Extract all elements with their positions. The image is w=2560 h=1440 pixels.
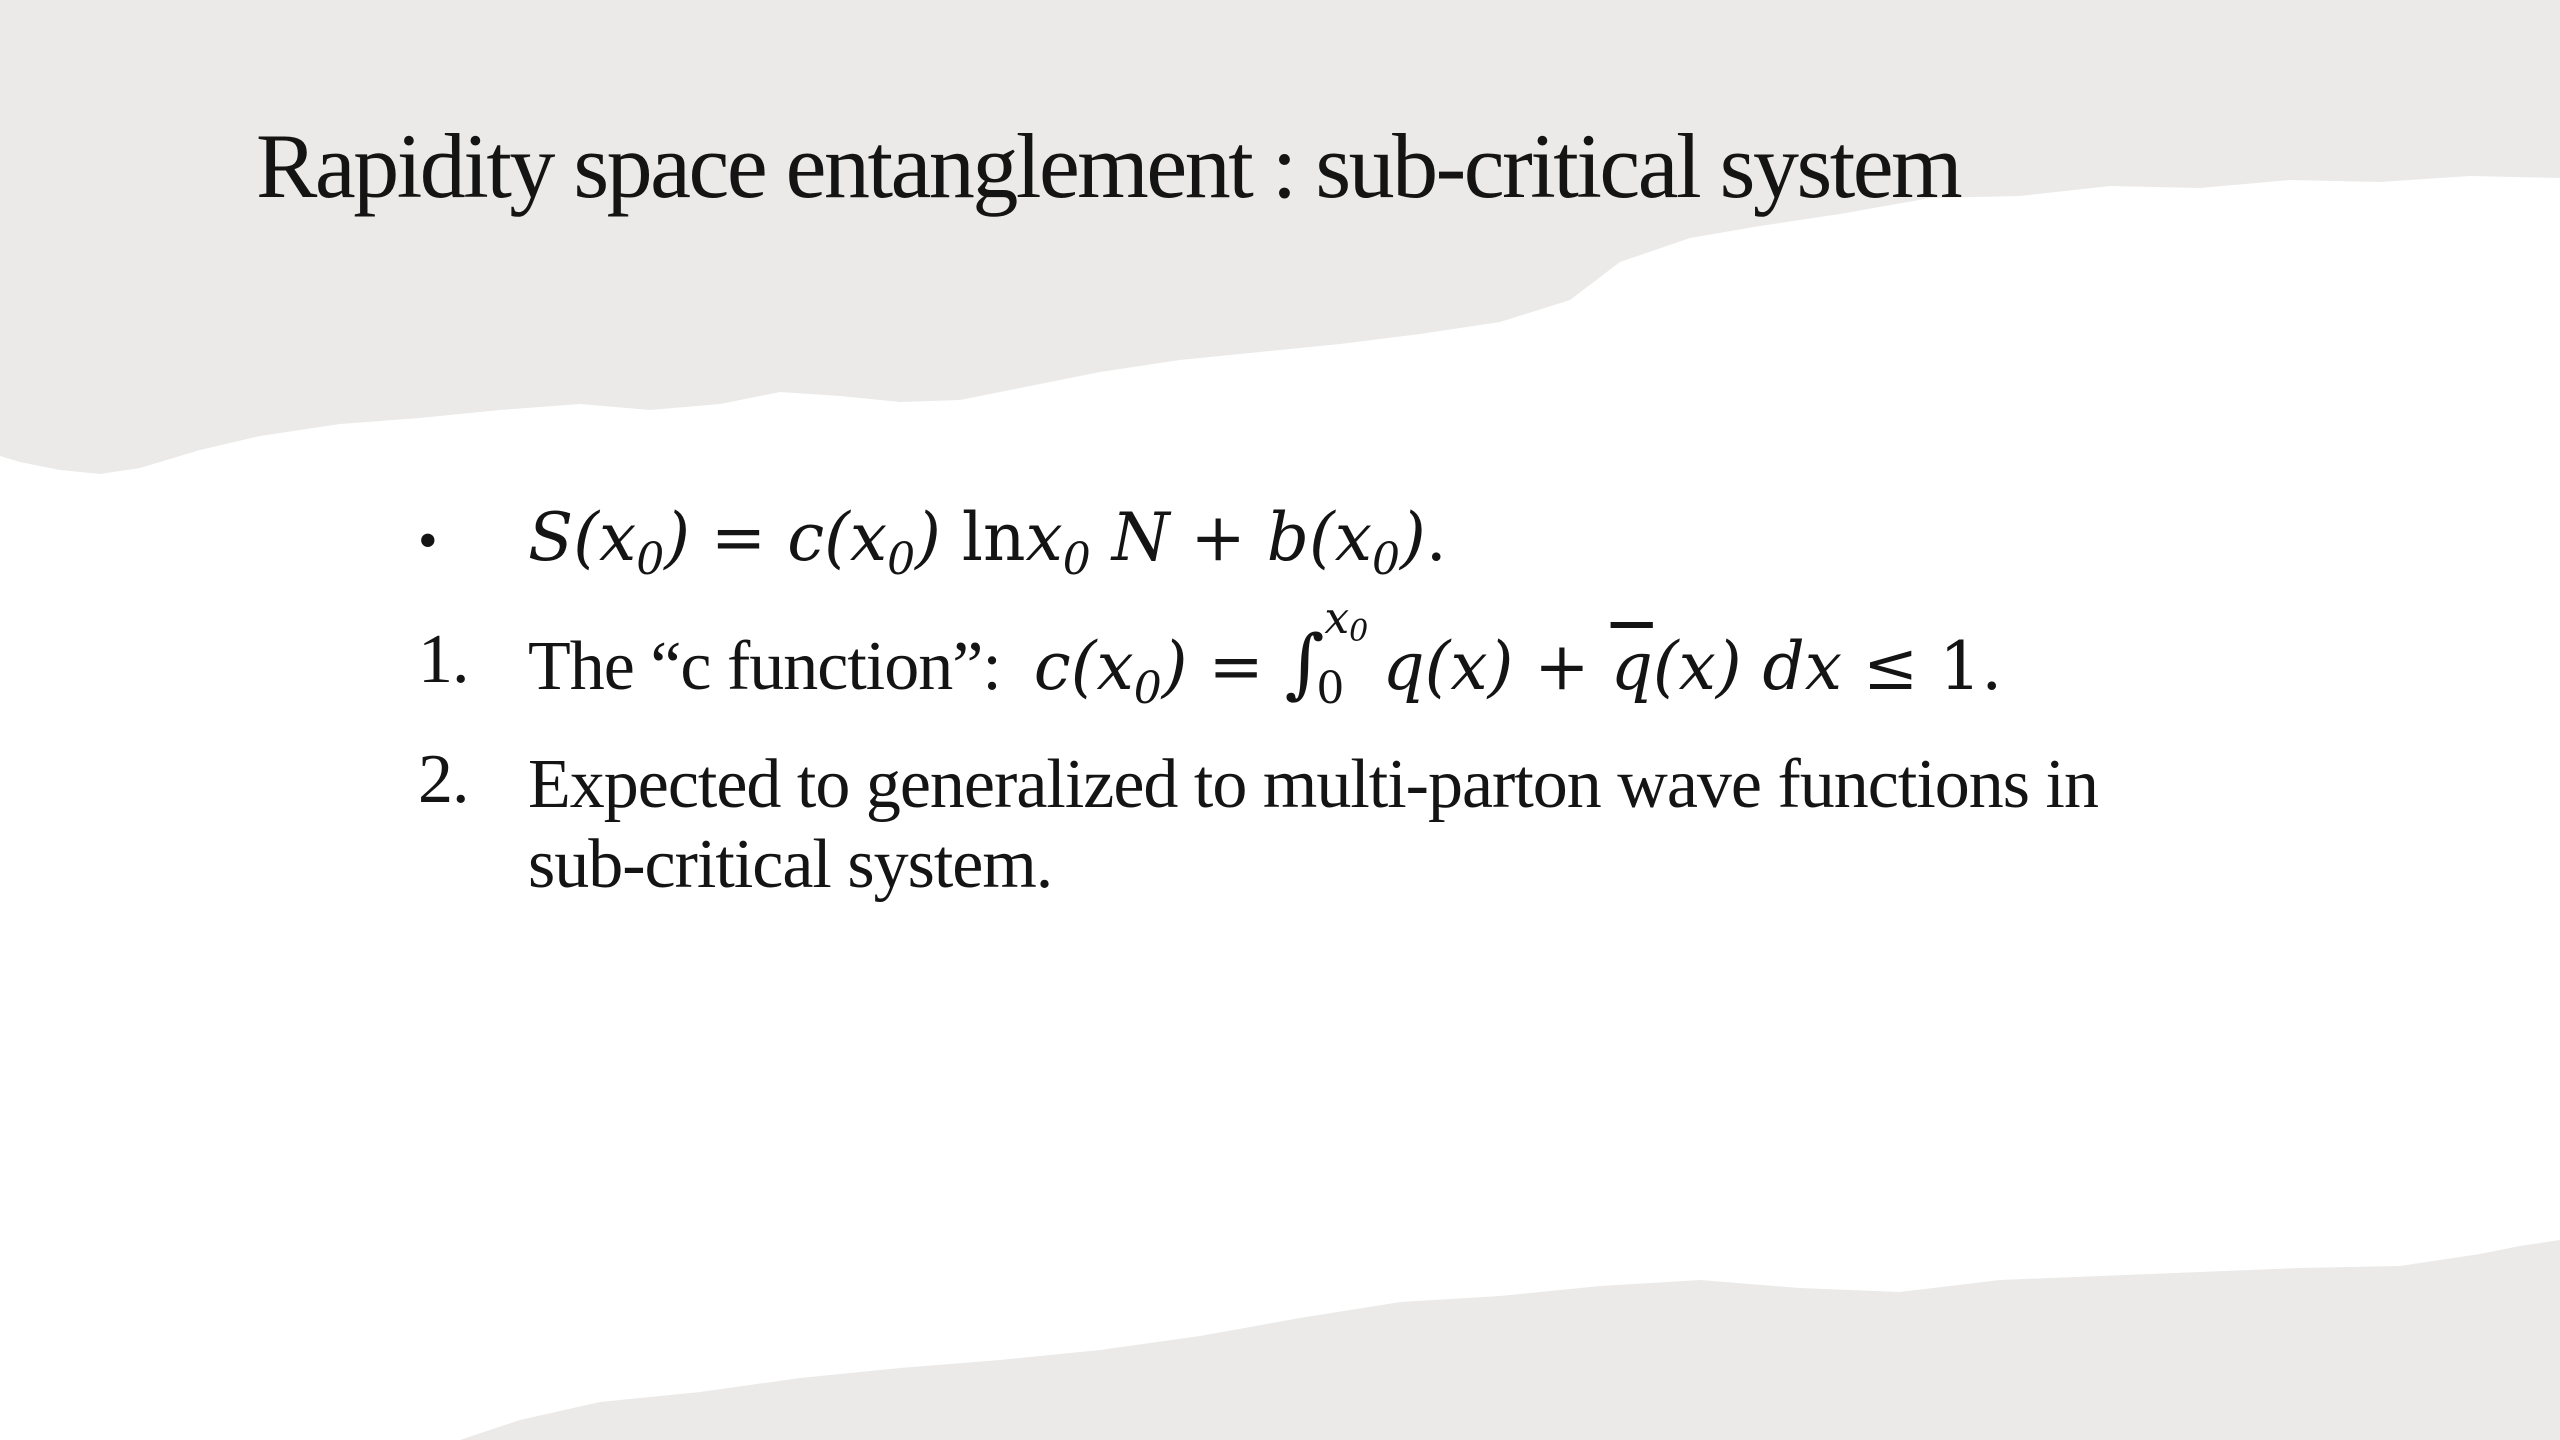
item-text-line xyxy=(528,593,2003,714)
list-item-2 xyxy=(418,741,2198,925)
item-number: 2. xyxy=(418,741,469,818)
list-item-1 xyxy=(418,593,2198,745)
item-number: 1. xyxy=(418,621,469,698)
slide-title: Rapidity space entanglement : sub-critical system xyxy=(256,115,1961,217)
entropy-equation: $S(x_0) = c(x_0)$ lnx$_0$ $N + b(x_0)$. xyxy=(528,499,1447,585)
c-function-label: The “c function”: xyxy=(528,628,1001,705)
torn-paper-bottom xyxy=(460,1240,2560,1440)
list-item-bullet xyxy=(418,499,2198,625)
c-function-equation: $c(x_0)$ = ∫ x0 0 $q(x) + \overline{q}(x)$ dx ≤ 1. xyxy=(1033,593,2003,714)
item-text: Expected to generalized to multi-parton wave functions in sub-critical system. xyxy=(528,746,2098,903)
slide-content xyxy=(418,499,2198,925)
bullet-marker: • xyxy=(418,510,437,572)
torn-paper-top xyxy=(0,0,2560,474)
